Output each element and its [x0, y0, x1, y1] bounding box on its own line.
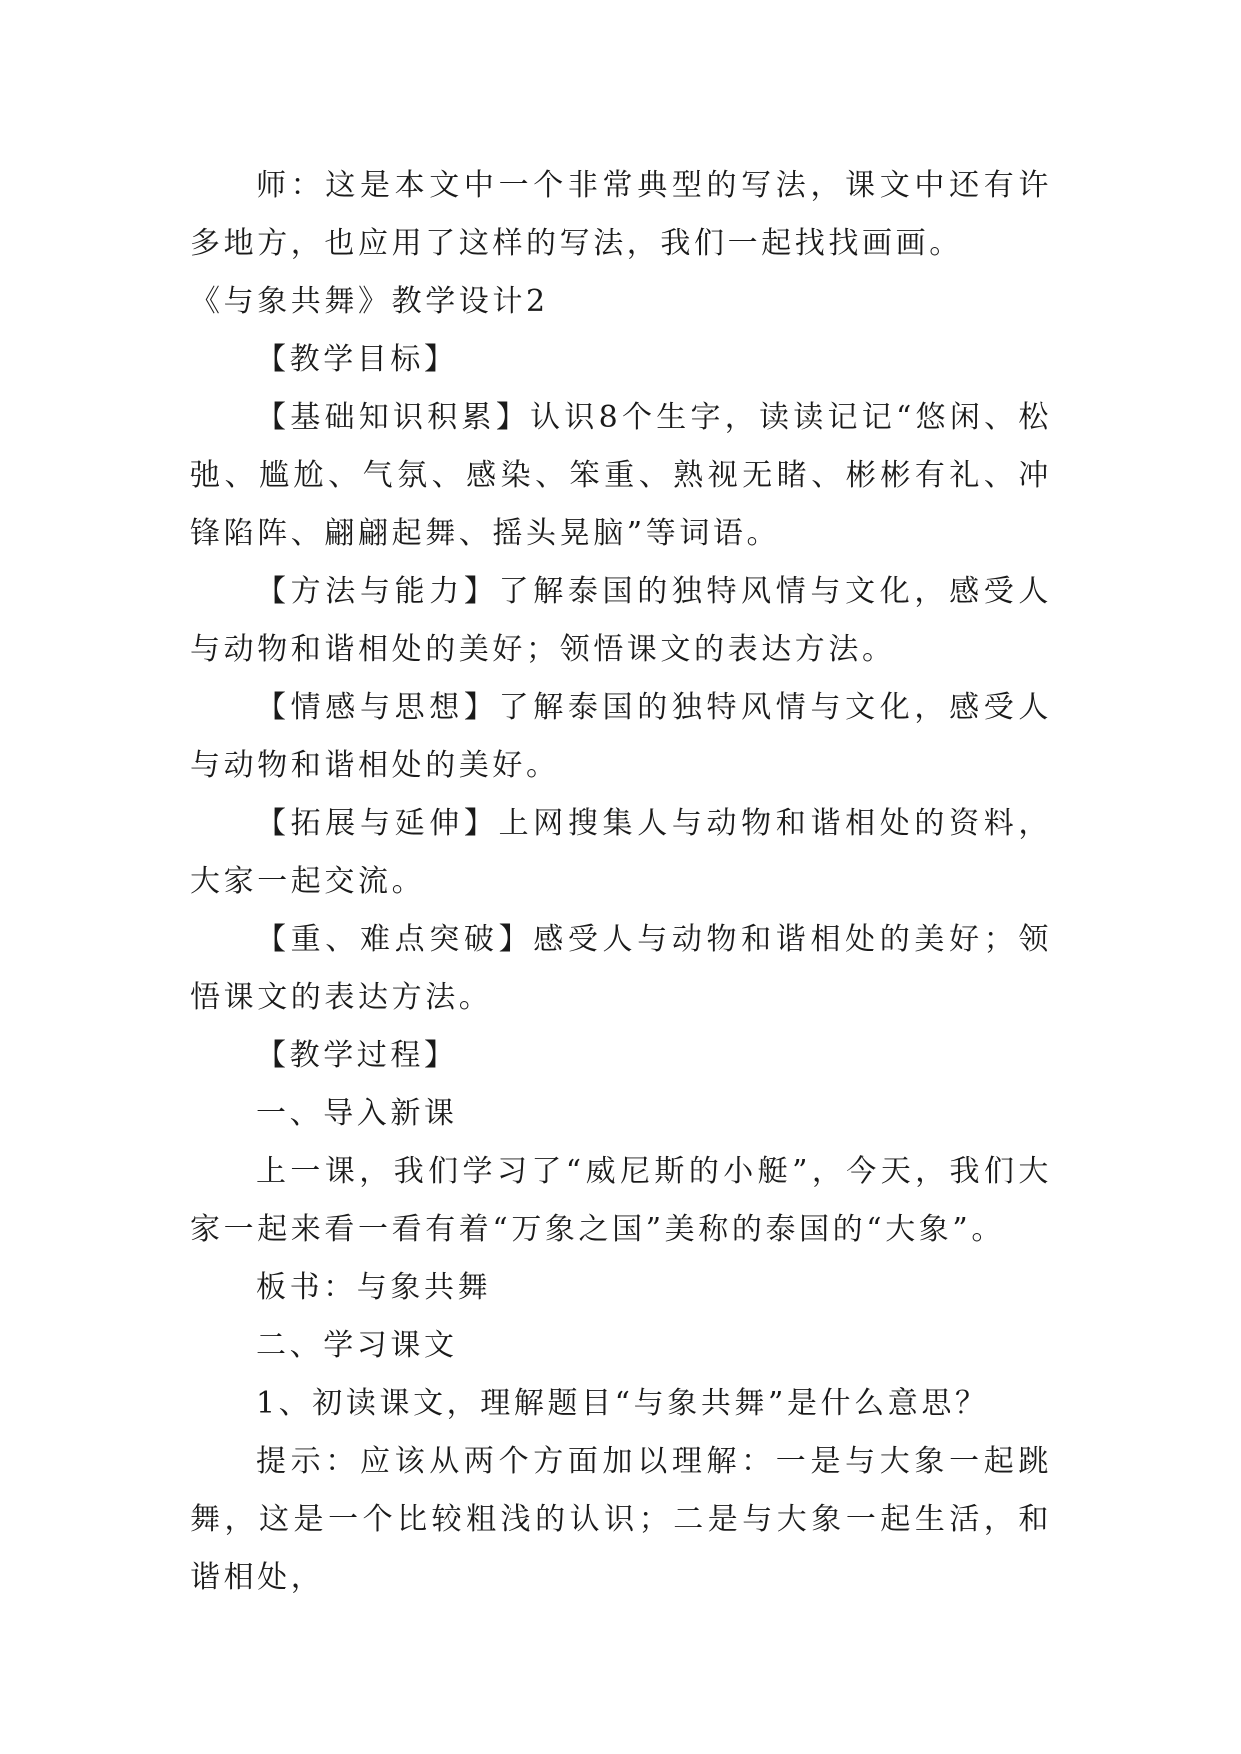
- paragraph-intro-heading: 一、导入新课: [256, 1096, 458, 1131]
- paragraph-hint: 提示：应该从两个方面加以理解：一是与大象一起跳舞，这是一个比较粗浅的认识；二是与大象一起生活，和谐相处，: [190, 1444, 1052, 1595]
- paragraph-emotion-thought: 【情感与思想】了解泰国的独特风情与文化，感受人与动物和谐相处的美好。: [190, 690, 1052, 783]
- paragraph-intro-text: 上一课，我们学习了“威尼斯的小艇”，今天，我们大家一起来看一看有着“万象之国”美称的泰国的“大象”。: [190, 1154, 1052, 1247]
- document-body: [190, 157, 1052, 1607]
- paragraph-section-title: 《与象共舞》教学设计2: [190, 284, 549, 319]
- paragraph-key-points: 【重、难点突破】感受人与动物和谐相处的美好；领悟课文的表达方法。: [190, 922, 1052, 1015]
- paragraph-teacher-remark: 师：这是本文中一个非常典型的写法，课文中还有许多地方，也应用了这样的写法，我们一起找找画画。: [190, 168, 1052, 261]
- paragraph-extension: 【拓展与延伸】上网搜集人与动物和谐相处的资料，大家一起交流。: [190, 806, 1052, 899]
- paragraph-blackboard: 板书：与象共舞: [256, 1270, 492, 1305]
- paragraph-method-ability: 【方法与能力】了解泰国的独特风情与文化，感受人与动物和谐相处的美好；领悟课文的表达方法。: [190, 574, 1052, 667]
- paragraph-question-1: 1、初读课文，理解题目“与象共舞”是什么意思？: [256, 1386, 989, 1421]
- paragraph-teaching-process-heading: 【教学过程】: [256, 1038, 458, 1073]
- paragraph-teaching-goals-heading: 【教学目标】: [256, 342, 458, 377]
- paragraph-study-heading: 二、学习课文: [256, 1328, 458, 1363]
- paragraph-basic-knowledge: 【基础知识积累】认识8个生字，读读记记“悠闲、松弛、尴尬、气氛、感染、笨重、熟视无睹、彬彬有礼、冲锋陷阵、翩翩起舞、摇头晃脑”等词语。: [190, 400, 1052, 551]
